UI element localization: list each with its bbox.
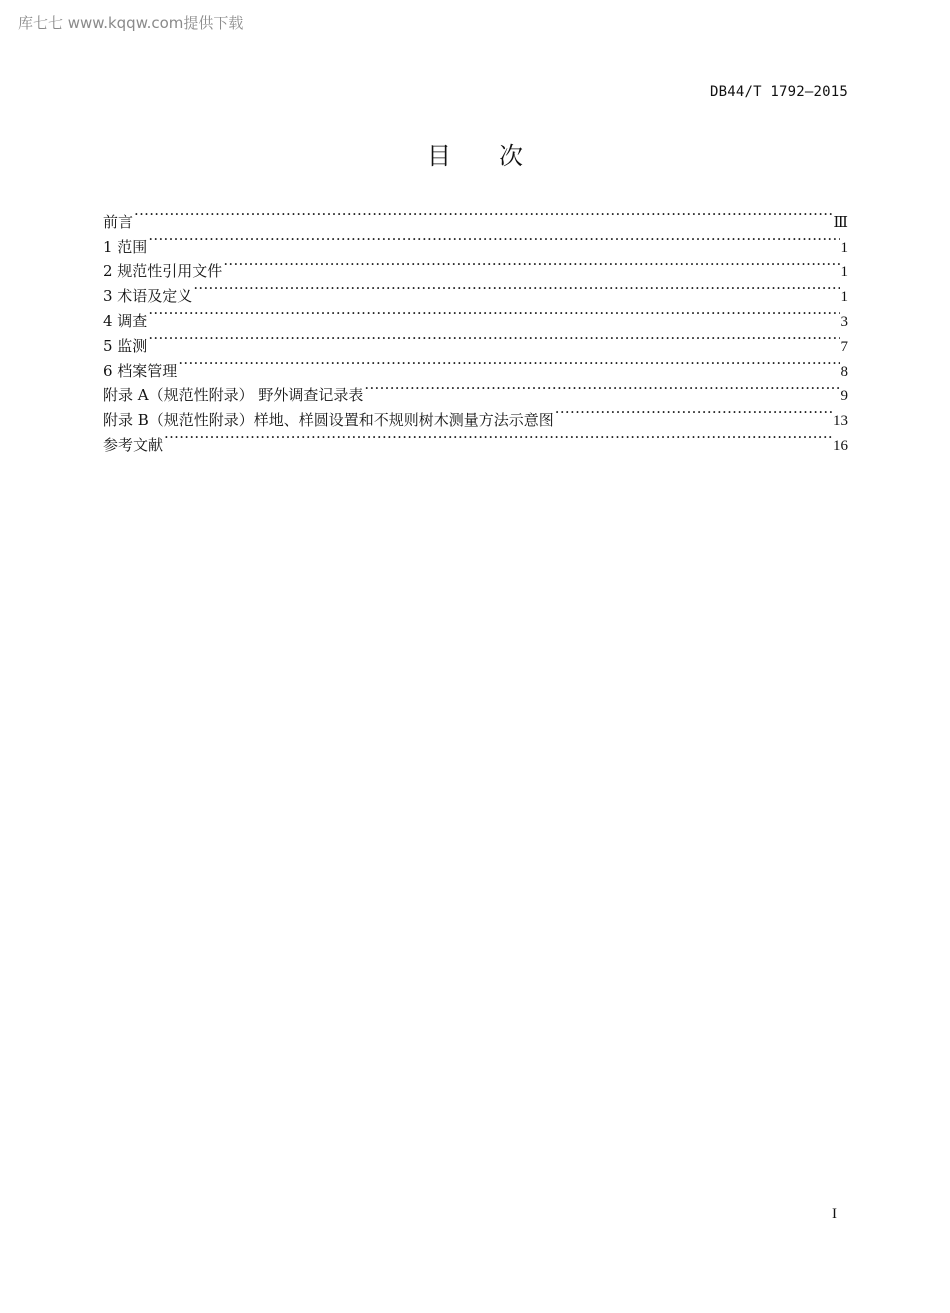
toc-entry-archive-management[interactable] (103, 351, 848, 380)
toc-leader-dots (148, 227, 839, 252)
page-number: I (832, 1206, 837, 1222)
toc-leader-dots (178, 351, 839, 376)
watermark-text: 库七七 www.kqqw.com提供下载 (18, 14, 244, 32)
toc-entry-page: 7 (840, 338, 848, 355)
toc-entry-survey[interactable] (103, 301, 848, 330)
document-code: DB44/T 1792—2015 (709, 84, 848, 100)
toc-leader-dots (193, 276, 839, 301)
page-title-char-2: 次 (499, 142, 523, 170)
toc-entry-label: 5 监测 (103, 336, 148, 355)
toc-entry-label: 附录 A（规范性附录） 野外调查记录表 (103, 386, 364, 405)
toc-entry-label: 前言 (103, 212, 134, 231)
toc-entry-label: 6 档案管理 (103, 361, 178, 380)
toc-entry-page: 1 (840, 264, 848, 281)
page-title (0, 136, 950, 171)
toc-entry-label: 2 规范性引用文件 (103, 262, 223, 281)
toc-leader-dots (364, 376, 839, 401)
toc-entry-label: 参考文献 (103, 435, 164, 454)
toc-entry-page: 9 (840, 388, 848, 405)
toc-entry-page: Ⅲ (833, 214, 848, 231)
toc-entry-label: 3 术语及定义 (103, 287, 193, 306)
toc-leader-dots (148, 326, 839, 351)
toc-entry-label: 1 范围 (103, 237, 148, 256)
toc-entry-terms[interactable] (103, 276, 848, 306)
toc-leader-dots (555, 400, 832, 425)
toc-leader-dots (148, 301, 839, 326)
toc-leader-dots (164, 425, 832, 450)
toc-entry-bibliography[interactable] (103, 425, 848, 454)
toc-entry-normative-references[interactable] (103, 252, 848, 281)
toc-entry-scope[interactable] (103, 227, 848, 256)
table-of-contents (103, 202, 848, 454)
toc-entry-page: 8 (840, 363, 848, 380)
toc-leader-dots (134, 202, 833, 227)
toc-entry-page: 1 (840, 239, 848, 256)
toc-leader-dots (223, 252, 839, 277)
toc-entry-page: 13 (833, 413, 848, 430)
toc-entry-page: 3 (840, 313, 848, 330)
page-title-char-1: 目 (427, 142, 451, 170)
toc-entry-label: 4 调查 (103, 311, 148, 330)
toc-entry-foreword[interactable] (103, 202, 848, 231)
toc-entry-monitoring[interactable] (103, 326, 848, 355)
toc-entry-page: 1 (840, 289, 848, 306)
toc-entry-appendix-a[interactable] (103, 376, 848, 405)
toc-entry-page: 16 (833, 437, 848, 454)
toc-entry-label: 附录 B（规范性附录）样地、样圆设置和不规则树木测量方法示意图 (103, 411, 554, 430)
